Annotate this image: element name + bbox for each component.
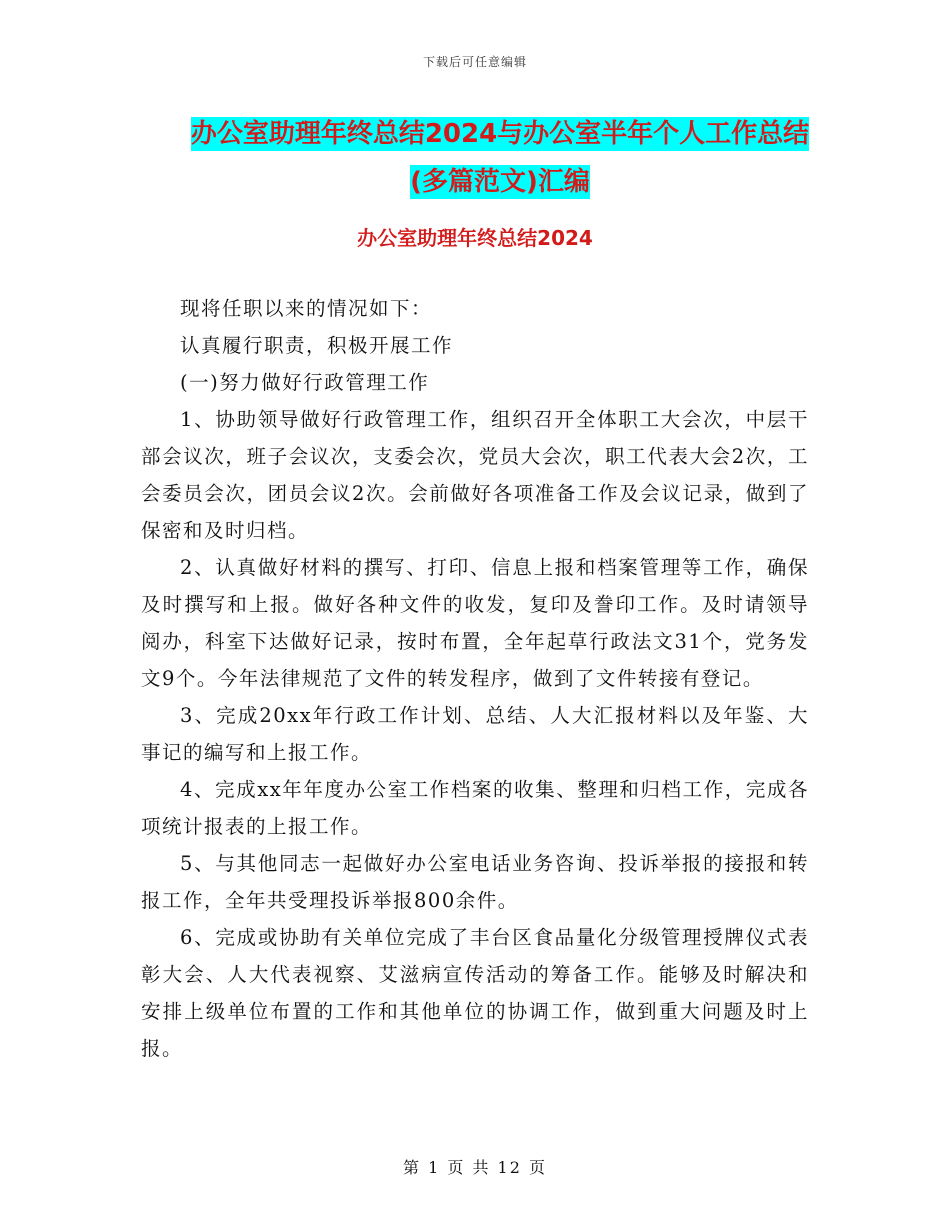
paragraph: 现将任职以来的情况如下： bbox=[180, 297, 433, 320]
paragraph: 2、认真做好材料的撰写、打印、信息上报和档案管理等工作，确保及时撰写和上报。做好各种文件的收发，复印及誊印工作。及时请领导阅办，科室下达做好记录，按时布置，全年起草行政法文31个，党务发文9个。今年法律规范了文件的转发程序，做到了文件转接有登记。 bbox=[141, 556, 809, 690]
paragraph: 4、完成xx年年度办公室工作档案的收集、整理和归档工作，完成各项统计报表的上报工作。 bbox=[141, 778, 809, 838]
header-note: 下载后可任意编辑 bbox=[422, 55, 527, 69]
paragraph: 6、完成或协助有关单位完成了丰台区食品量化分级管理授牌仪式表彰大会、人大代表视察、艾滋病宣传活动的筹备工作。能够及时解决和安排上级单位布置的工作和其他单位的协调工作，做到重大问题及时上报。 bbox=[141, 926, 809, 1060]
paragraph: 1、协助领导做好行政管理工作，组织召开全体职工大会次，中层干部会议次，班子会议次，支委会次，党员大会次，职工代表大会2次，工会委员会次，团员会议2次。会前做好各项准备工作及会议记录，做到了保密和及时归档。 bbox=[141, 408, 809, 542]
paragraph: (一)努力做好行政管理工作 bbox=[180, 371, 430, 394]
paragraph: 认真履行职责，积极开展工作 bbox=[180, 334, 454, 357]
document-title bbox=[120, 110, 880, 206]
document-title-line-2: (多篇范文)汇编 bbox=[410, 167, 590, 197]
paragraph: 3、完成20xx年行政工作计划、总结、人大汇报材料以及年鉴、大事记的编写和上报工作。 bbox=[141, 704, 809, 764]
document-title-line-1: 办公室助理年终总结2024与办公室半年个人工作总结 bbox=[190, 119, 810, 149]
paragraph: 5、与其他同志一起做好办公室电话业务咨询、投诉举报的接报和转报工作，全年共受理投诉举报800余件。 bbox=[141, 852, 809, 912]
document-body bbox=[141, 290, 809, 1067]
section-title: 办公室助理年终总结2024 bbox=[357, 226, 593, 250]
page-footer: 第 1 页 共 12 页 bbox=[403, 1158, 547, 1177]
